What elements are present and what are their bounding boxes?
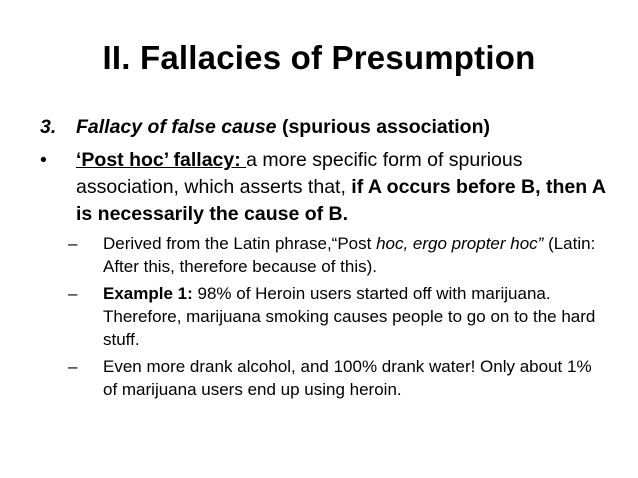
list-item-body — [76, 114, 606, 141]
dash-marker: – — [68, 234, 78, 253]
post-hoc-term: ‘Post hoc’ fallacy: — [76, 149, 247, 171]
latin-phrase: hoc, ergo propter hoc” — [376, 234, 544, 253]
bullet-body — [76, 147, 606, 228]
slide-title: II. Fallacies of Presumption — [102, 39, 536, 76]
fallacy-subheading: (spurious association) — [276, 116, 490, 138]
sub-item-body — [103, 282, 598, 351]
bullet-marker: • — [40, 149, 47, 171]
sub-item-body: Even more drank alcohol, and 100% drank water! Only about 1% of marijuana users end up using heroin. — [103, 357, 592, 399]
post-hoc-definition: a more specific form of spurious association, which asserts that, — [76, 149, 523, 198]
latin-translation: (Latin: After this, therefore because of this). — [103, 234, 596, 276]
dash-marker: – — [68, 284, 78, 303]
sub-item-body — [103, 232, 598, 278]
latin-phrase-intro: Derived from the Latin phrase,“Post — [103, 234, 377, 253]
fallacy-heading: Fallacy of false cause — [76, 116, 277, 138]
example-text: 98% of Heroin users started off with marijuana. Therefore, marijuana smoking causes people to go on to the hard stuff. — [103, 284, 596, 349]
list-number: 3. — [40, 116, 57, 138]
example-label: Example 1: — [103, 284, 193, 303]
dash-marker: – — [68, 357, 78, 376]
post-hoc-assertion: if A occurs before B, then A is necessarily the cause of B. — [76, 176, 606, 225]
